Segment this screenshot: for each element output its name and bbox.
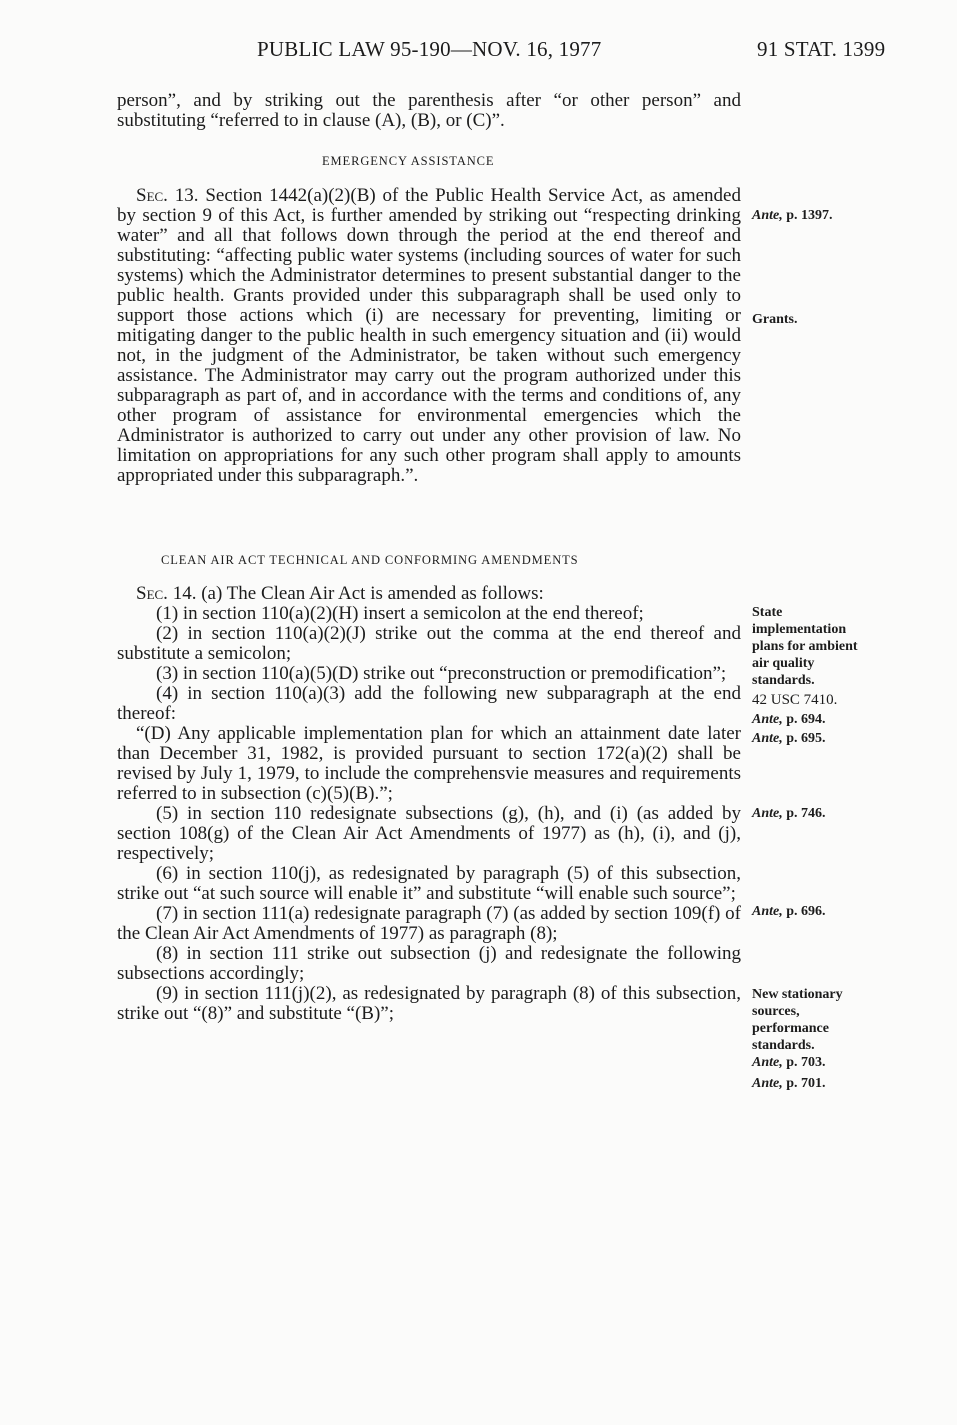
- list-item: (2) in section 110(a)(2)(J) strike out the comma at the end thereof and substitute a semicolon;: [117, 623, 741, 664]
- ante-label: Ante,: [752, 712, 783, 727]
- margin-note-line: standards.: [752, 673, 815, 688]
- ante-page: p. 695.: [782, 731, 826, 746]
- margin-note-line: standards.: [752, 1038, 815, 1053]
- intro-text: person”, and by striking out the parenthesis after “or other person” and substituting “referred to in clause (A), (B), or (C)”.: [117, 90, 741, 131]
- running-header-title: PUBLIC LAW 95-190—NOV. 16, 1977: [257, 37, 602, 61]
- section-14-body: [117, 584, 741, 1024]
- section-14-intro: [117, 584, 741, 604]
- margin-note-ante-696: [752, 904, 826, 920]
- margin-note-usc-citation: 42 USC 7410.: [752, 692, 838, 708]
- margin-note-ante-746: [752, 806, 826, 822]
- list-item: (5) in section 110 redesignate subsections (g), (h), and (i) (as added by section 108(g) of the Clean Air Act Amendments of 1977) as (h), (i), and (j), respectively;: [117, 803, 741, 864]
- ante-page: p. 703.: [782, 1055, 826, 1070]
- ante-page: p. 694.: [782, 712, 826, 727]
- margin-note-grants: Grants.: [752, 312, 798, 327]
- ante-page: p. 1397.: [782, 208, 833, 223]
- margin-note-line: State: [752, 605, 783, 620]
- ante-label: Ante,: [752, 208, 783, 223]
- intro-paragraph: [117, 91, 741, 131]
- ante-page: p. 696.: [782, 904, 826, 919]
- margin-note-line: sources,: [752, 1004, 800, 1019]
- margin-note-line: implementation: [752, 622, 847, 637]
- ante-label: Ante,: [752, 1055, 783, 1070]
- list-item: (7) in section 111(a) redesignate paragraph (7) (as added by section 109(f) of the Clean Air Act Amendments of 1977) as paragraph (8);: [117, 903, 741, 944]
- ante-label: Ante,: [752, 904, 783, 919]
- list-item: (3) in section 110(a)(5)(D) strike out “preconstruction or premodification”;: [156, 663, 727, 684]
- section-label: Sec.: [136, 583, 168, 604]
- margin-note-ante-694: [752, 712, 826, 728]
- ante-label: Ante,: [752, 1076, 783, 1091]
- section-13-paragraph: [117, 186, 741, 486]
- margin-note-line: plans for ambient: [752, 639, 858, 654]
- ante-label: Ante,: [752, 806, 783, 821]
- list-item: (9) in section 111(j)(2), as redesignated by paragraph (8) of this subsection, strike out “(8)” and substitute “(B)”;: [117, 983, 741, 1024]
- list-item: (4) in section 110(a)(3) add the following new subparagraph at the end thereof:: [117, 683, 741, 724]
- margin-note-state-implementation: [752, 604, 858, 689]
- margin-note-ante-701: [752, 1076, 826, 1092]
- margin-note-line: New stationary: [752, 987, 843, 1002]
- section-13-text: 13. Section 1442(a)(2)(B) of the Public Health Service Act, as amended by section 9 of this Act, is further amended by striking out “respecting drinking water” and all that follows down through the period at the end thereof and substituting: “affecting public water systems (including sources of water for such systems) which the Administrator determines to present substantial danger to the public health. Grants provided under this subparagraph shall be used only to support those actions which (i) are necessary for preventing, limiting or mitigating danger to the public health in such emergency situation and (ii) would not, in the judgment of the Administrator, be taken without such emergency assistance. The Administrator may carry out the program authorized under this subparagraph as part of, and in accordance with the terms and conditions of, any other program of assistance for environmental emergencies which the Administrator is authorized to carry out under any other provision of law. No limitation on appropriations for any such other program shall apply to amounts appropriated under this subparagraph.”.: [117, 185, 741, 486]
- section-label: Sec.: [136, 185, 168, 206]
- margin-note-line: air quality: [752, 656, 815, 671]
- ante-label: Ante,: [752, 731, 783, 746]
- margin-note-ante-695: [752, 731, 826, 747]
- section-13-body: [117, 186, 741, 486]
- quoted-subparagraph: “(D) Any applicable implementation plan for which an attainment date later than December 31, 1982, is provided pursuant to section 172(a)(2) shall be revised by July 1, 1979, to include the comprehensvie measures and requirements referred to in subsection (c)(5)(B).”;: [117, 723, 741, 804]
- margin-note-ante-703: [752, 1055, 826, 1071]
- list-item: (8) in section 111 strike out subsection (j) and redesignate the following subsections accordingly;: [117, 943, 741, 984]
- list-item: (6) in section 110(j), as redesignated by paragraph (5) of this subsection, strike out “at such source will enable it” and substitute “will enable such source”;: [117, 863, 741, 904]
- section-heading-emergency-assistance: EMERGENCY ASSISTANCE: [322, 154, 495, 168]
- margin-note-line: performance: [752, 1021, 829, 1036]
- statute-page-number: 91 STAT. 1399: [757, 37, 886, 61]
- margin-note-new-stationary-sources: [752, 986, 843, 1054]
- section-heading-clean-air-act: CLEAN AIR ACT TECHNICAL AND CONFORMING AMENDMENTS: [161, 553, 579, 567]
- list-item: (1) in section 110(a)(2)(H) insert a semicolon at the end thereof;: [156, 603, 644, 624]
- section-14-intro-text: 14. (a) The Clean Air Act is amended as follows:: [167, 583, 544, 604]
- ante-page: p. 746.: [782, 806, 826, 821]
- ante-page: p. 701.: [782, 1076, 826, 1091]
- margin-note-ante-1397: [752, 208, 833, 224]
